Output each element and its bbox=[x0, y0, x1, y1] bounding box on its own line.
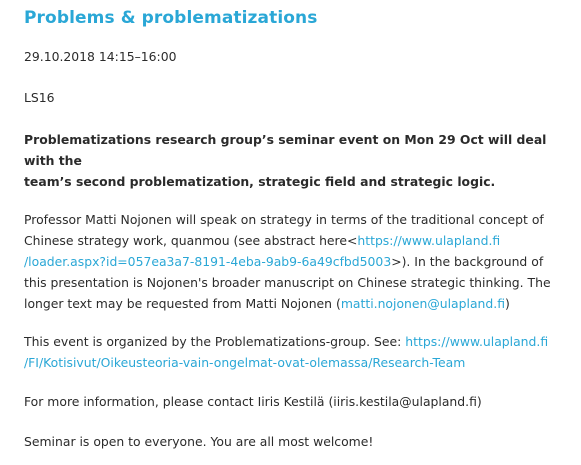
event-room: LS16 bbox=[24, 90, 55, 105]
speaker-line-2-text: Chinese strategy work, quanmou (see abstract here< bbox=[24, 233, 358, 248]
speaker-line-5 bbox=[24, 293, 557, 314]
page-title: Problems & problematizations bbox=[24, 8, 318, 28]
organizer-paragraph bbox=[24, 331, 557, 373]
organizer-line-1 bbox=[24, 331, 557, 352]
lead-line-2: team’s second problematization, strategic field and strategic logic. bbox=[24, 174, 496, 189]
abstract-link-part-2[interactable]: /loader.aspx?id=057ea3a7-8191-4eba-9ab9-6a49cfbd5003 bbox=[24, 254, 392, 269]
email-link-nojonen[interactable]: matti.nojonen@ulapland.fi bbox=[340, 296, 506, 311]
speaker-line-4: this presentation is Nojonen's broader manuscript on Chinese strategic thinking. The bbox=[24, 275, 551, 290]
speaker-line-5-text: longer text may be requested from Matti Nojonen ( bbox=[24, 296, 341, 311]
organizer-line-1-text: This event is organized by the Problematizations-group. See: bbox=[24, 334, 406, 349]
lead-line-1: Problematizations research group’s seminar event on Mon 29 Oct will deal with the bbox=[24, 132, 547, 168]
contact-paragraph: For more information, please contact Iiris Kestilä (iiris.kestila@ulapland.fi) bbox=[24, 394, 482, 409]
speaker-line-2 bbox=[24, 230, 557, 251]
speaker-line-5-end: ) bbox=[505, 296, 510, 311]
research-team-link-part-2[interactable]: /FI/Kotisivut/Oikeusteoria-vain-ongelmat-ovat-olemassa/Research-Team bbox=[24, 355, 466, 370]
research-team-link-part-1[interactable]: https://www.ulapland.fi bbox=[405, 334, 549, 349]
lead-paragraph bbox=[24, 129, 557, 192]
speaker-paragraph bbox=[24, 209, 557, 314]
speaker-line-3 bbox=[24, 251, 557, 272]
welcome-paragraph: Seminar is open to everyone. You are all most welcome! bbox=[24, 434, 374, 449]
speaker-line-3-text: >). In the background of bbox=[391, 254, 544, 269]
abstract-link-part-1[interactable]: https://www.ulapland.fi bbox=[357, 233, 501, 248]
event-date: 29.10.2018 14:15–16:00 bbox=[24, 49, 177, 64]
speaker-line-1: Professor Matti Nojonen will speak on strategy in terms of the traditional concept of bbox=[24, 212, 544, 227]
organizer-line-2 bbox=[24, 352, 557, 373]
